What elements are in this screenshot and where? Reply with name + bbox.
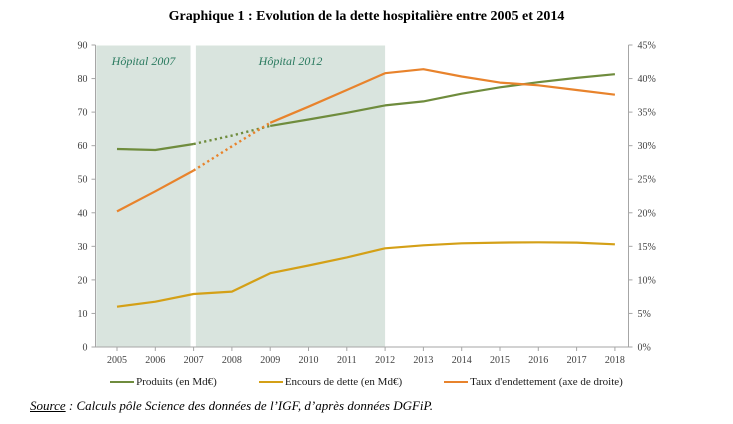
right-axis-tick-label: 30%: [637, 141, 656, 153]
legend-swatch-taux-endettement: [444, 381, 468, 383]
region-label-hopital-2007: Hôpital 2007: [111, 54, 176, 68]
x-axis-tick-label: 2006: [145, 355, 166, 366]
chart-legend: [0, 376, 733, 388]
x-axis-tick-label: 2012: [375, 355, 396, 366]
left-axis-tick-label: 30: [77, 241, 88, 253]
left-axis-tick-label: 20: [77, 275, 88, 287]
legend-label-produits: Produits (en Md€): [136, 376, 217, 388]
legend-label-taux-endettement: Taux d'endettement (axe de droite): [470, 376, 623, 388]
x-axis-tick-label: 2005: [107, 355, 127, 366]
x-axis-tick-label: 2011: [336, 355, 357, 366]
right-axis-tick-label: 25%: [637, 174, 656, 186]
highlight-region-1: [196, 46, 385, 347]
x-axis-tick-label: 2009: [260, 355, 281, 366]
right-axis-tick-label: 15%: [637, 241, 656, 253]
legend-label-encours-dette: Encours de dette (en Md€): [284, 376, 403, 388]
left-axis-tick-label: 40: [77, 208, 88, 220]
right-axis-tick-label: 5%: [637, 308, 651, 320]
left-axis-tick-label: 60: [77, 141, 88, 153]
left-axis-tick-label: 70: [77, 107, 88, 119]
right-axis-tick-label: 35%: [637, 107, 656, 119]
x-axis-tick-label: 2015: [490, 355, 510, 366]
x-axis-tick-label: 2017: [566, 355, 587, 366]
source-note: [30, 398, 433, 414]
x-axis-tick-label: 2018: [604, 355, 625, 366]
legend-item-taux-endettement: [444, 376, 623, 388]
region-label-hopital-2012: Hôpital 2012: [258, 54, 323, 68]
right-axis-tick-label: 45%: [637, 40, 656, 52]
legend-item-encours-dette: [259, 376, 402, 388]
x-axis-tick-label: 2008: [221, 355, 242, 366]
left-axis-tick-label: 10: [77, 308, 88, 320]
source-label: Source: [30, 398, 66, 413]
left-axis-tick-label: 50: [77, 174, 88, 186]
right-axis-tick-label: 10%: [637, 275, 656, 287]
right-axis-tick-label: 20%: [637, 208, 656, 220]
chart-title: Graphique 1 : Evolution de la dette hospitalière entre 2005 et 2014: [168, 9, 565, 24]
legend-swatch-produits: [110, 381, 134, 383]
x-axis-tick-label: 2007: [183, 355, 204, 366]
right-axis-tick-label: 0%: [637, 342, 651, 354]
legend-swatch-encours-dette: [259, 381, 283, 383]
right-axis-tick-label: 40%: [637, 74, 656, 86]
left-axis-tick-label: 90: [77, 40, 88, 52]
x-axis-tick-label: 2010: [298, 355, 319, 366]
x-axis-tick-label: 2016: [528, 355, 549, 366]
x-axis-tick-label: 2013: [413, 355, 434, 366]
left-axis-tick-label: 80: [77, 74, 88, 86]
source-text: : Calculs pôle Science des données de l’IGF, d’après données DGFiP.: [65, 398, 434, 413]
x-axis-tick-label: 2014: [451, 355, 472, 366]
left-axis-tick-label: 0: [82, 342, 88, 354]
legend-item-produits: [110, 376, 217, 388]
highlight-region-0: [96, 46, 190, 347]
